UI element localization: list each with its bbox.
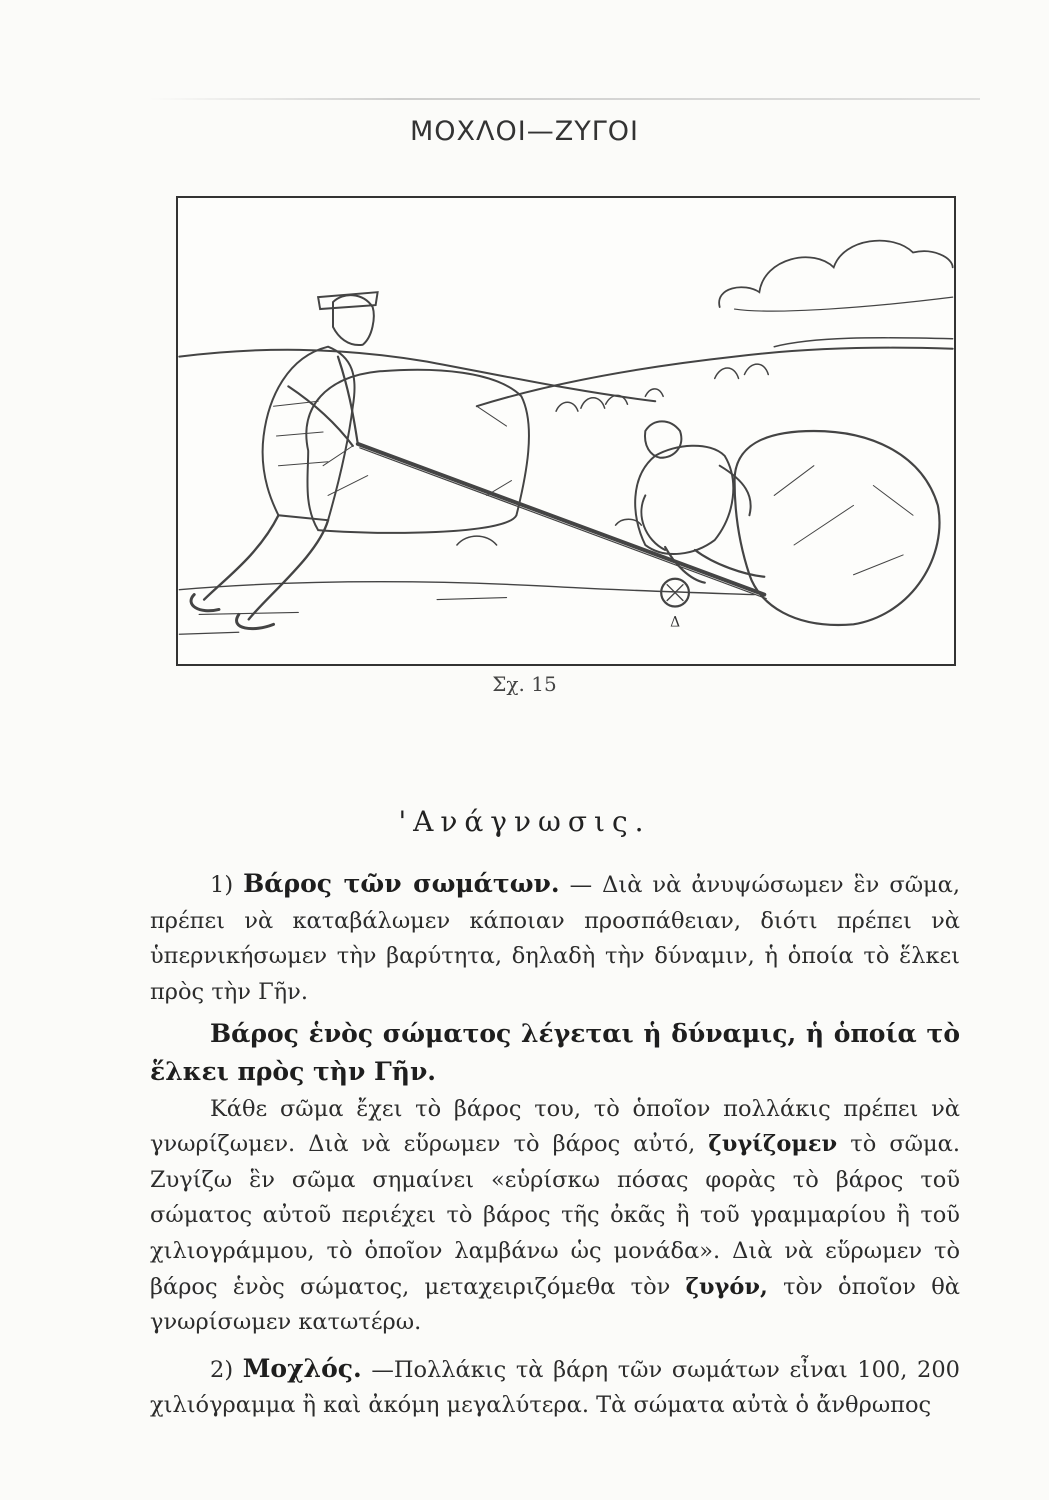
p3-text-a: Κάθε σῶμα ἔχει τὸ βάρος του, τὸ ὁποῖον πολλάκις πρέπει νὰ γνωρίζωμεν. Διὰ νὰ εὕρωμεν τὸ βάρος αὐτό,: [150, 1095, 960, 1158]
p4-number: 2): [210, 1356, 234, 1383]
paragraph-lever: [150, 1351, 960, 1424]
body-text: [150, 866, 960, 1424]
paragraph-weight: [150, 866, 960, 1010]
paragraph-weighing: [150, 1092, 960, 1341]
p3-text-b: τὸ σῶμα. Ζυγίζω ἓν σῶμα σημαίνει «εὑρίσκω πόσας φορὰς τὸ βάρος τοῦ σώματος αὐτοῦ περιέχει τὸ βάρος τῆς ὀκᾶς ἢ τοῦ γραμμαρίου ἢ τοῦ χιλιογράμμου, τὸ ὁποῖον λαμβάνω ὡς μονάδα». Διὰ νὰ εὕρωμεν τὸ βάρος ἑνὸς σώματος, μεταχειριζόμεθα τὸν: [150, 1131, 961, 1300]
lever-illustration: [176, 196, 956, 666]
p1-term: Βάρος τῶν σωμάτων.: [243, 869, 560, 898]
p1-number: 1): [210, 872, 234, 898]
p3-text-c: τὸν ὁποῖον θὰ γνωρίσωμεν κατωτέρω.: [150, 1273, 960, 1336]
lever-scene-svg: [178, 198, 954, 664]
figure-caption: Σχ. 15: [492, 672, 557, 696]
bleed-through-line: [150, 98, 980, 100]
paragraph-definition: [150, 1016, 960, 1091]
p1-text: — Διὰ νὰ ἀνυψώσωμεν ἓν σῶμα, πρέπει νὰ καταβάλωμεν κάποιαν προσπάθειαν, διότι πρέπει νὰ ὑπερνικήσωμεν τὴν βαρύτητα, δηλαδὴ τὴν δύναμιν, ἡ ὁποία τὸ ἕλκει πρὸς τὴν Γῆν.: [150, 872, 961, 1005]
page-title: ΜΟΧΛΟΙ—ΖΥΓΟΙ: [410, 116, 639, 147]
p4-text: —Πολλάκις τὰ βάρη τῶν σωμάτων εἶναι 100, 200 χιλιόγραμμα ἢ καὶ ἀκόμη μεγαλύτερα. Τὰ σώματα αὐτὰ ὁ ἄνθρωπος: [150, 1356, 960, 1419]
p4-term: Μοχλός.: [242, 1353, 362, 1383]
p3-term2: ζυγόν,: [685, 1273, 768, 1300]
p2-definition: Βάρος ἑνὸς σώματος λέγεται ἡ δύναμις, ἡ ὁποία τὸ ἕλκει πρὸς τὴν Γῆν.: [150, 1019, 960, 1086]
p3-term: ζυγίζομεν: [708, 1131, 838, 1158]
fulcrum-label: Δ: [670, 614, 681, 631]
section-heading: 'Ανάγνωσις.: [398, 805, 651, 838]
